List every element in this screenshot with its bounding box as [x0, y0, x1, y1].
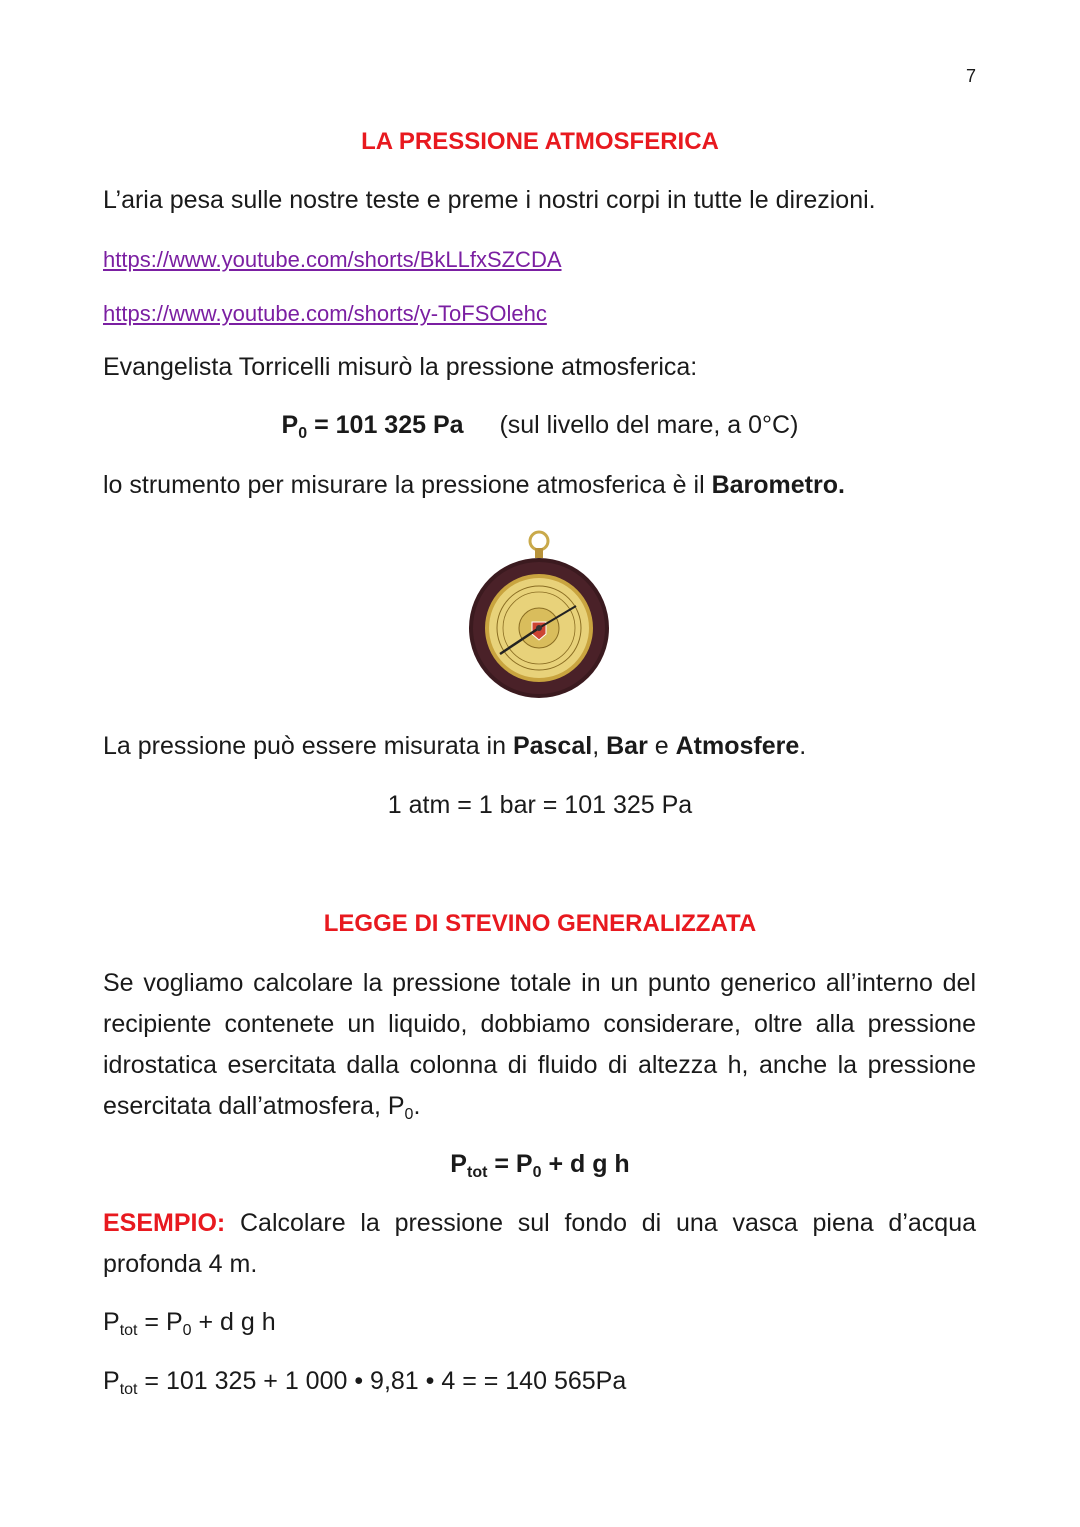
- calc-line-1: [103, 1308, 276, 1337]
- stevino-paragraph: [103, 963, 976, 1127]
- intro-text: L’aria pesa sulle nostre teste e preme i nostri corpi in tutte le direzioni.: [103, 186, 876, 214]
- example-text: Calcolare la pressione sul fondo di una vasca piena d’acqua profonda 4 m.: [103, 1209, 976, 1278]
- instrument-name: Barometro.: [711, 471, 845, 499]
- units-separator: ,: [592, 732, 607, 760]
- calc1-p: P: [103, 1308, 120, 1336]
- formula-mid: = P: [487, 1150, 533, 1178]
- calc1-mid: = P: [137, 1308, 183, 1336]
- formula-tot: tot: [466, 1164, 488, 1181]
- calc1-tot: tot: [119, 1322, 138, 1339]
- units-and: e: [647, 732, 676, 760]
- units-text: La pressione può essere misurata in: [103, 732, 513, 760]
- barometer-image: [464, 526, 614, 706]
- calc1-rest: + d g h: [191, 1308, 276, 1336]
- units-end: .: [799, 732, 807, 760]
- units-sentence: [103, 732, 806, 761]
- instrument-text: lo strumento per misurare la pressione atmosferica è il: [103, 471, 712, 499]
- unit-equivalence: 1 atm = 1 bar = 101 325 Pa: [387, 791, 693, 819]
- section-title-atmospheric-pressure: LA PRESSIONE ATMOSFERICA: [361, 128, 719, 155]
- video-link-2-anchor[interactable]: https://www.youtube.com/shorts/y-ToFSOlehc: [103, 301, 547, 326]
- formula-p: P: [450, 1150, 467, 1178]
- video-link-1[interactable]: [103, 245, 562, 274]
- instrument-sentence: [103, 471, 845, 500]
- p0-subscript: 0: [298, 425, 308, 442]
- p0-value: = 101 325 Pa: [307, 411, 464, 439]
- page-number: 7: [965, 66, 976, 86]
- p0-note: (sul livello del mare, a 0°C): [499, 411, 799, 439]
- calc1-zero: 0: [182, 1322, 192, 1339]
- example-paragraph: [103, 1203, 976, 1285]
- stevino-paragraph-end: .: [413, 1092, 421, 1120]
- formula-zero: 0: [532, 1164, 542, 1181]
- p0-symbol: P: [281, 411, 299, 439]
- calc2-p: P: [103, 1367, 120, 1395]
- p0-equation: [0, 411, 1080, 440]
- section-title-stevino: LEGGE DI STEVINO GENERALIZZATA: [323, 910, 757, 937]
- formula-rest: + d g h: [541, 1150, 630, 1178]
- unit-atm: Atmosfere: [675, 732, 800, 760]
- stevino-paragraph-text: Se vogliamo calcolare la pressione totale in un punto generico all’interno del recipiente contenete un liquido, dobbiamo considerare, oltre alla pressione idrostatica esercitata dalla colonna di fluido di altezza h, anche la pressione esercitata dall’atmosfera, P: [103, 969, 976, 1120]
- stevino-formula: [0, 1150, 1080, 1179]
- unit-bar: Bar: [606, 732, 648, 760]
- video-link-2[interactable]: [103, 299, 547, 328]
- example-label: ESEMPIO:: [103, 1209, 226, 1237]
- calc-line-2: [103, 1367, 626, 1396]
- video-link-1-anchor[interactable]: https://www.youtube.com/shorts/BkLLfxSZCDA: [103, 247, 562, 272]
- calc2-tot: tot: [119, 1381, 138, 1398]
- calc2-rest: = 101 325 + 1 000 • 9,81 • 4 = = 140 565Pa: [137, 1367, 627, 1395]
- torricelli-text: Evangelista Torricelli misurò la pressione atmosferica:: [103, 353, 698, 381]
- stevino-paragraph-sub: 0: [404, 1106, 414, 1123]
- unit-pascal: Pascal: [512, 732, 593, 760]
